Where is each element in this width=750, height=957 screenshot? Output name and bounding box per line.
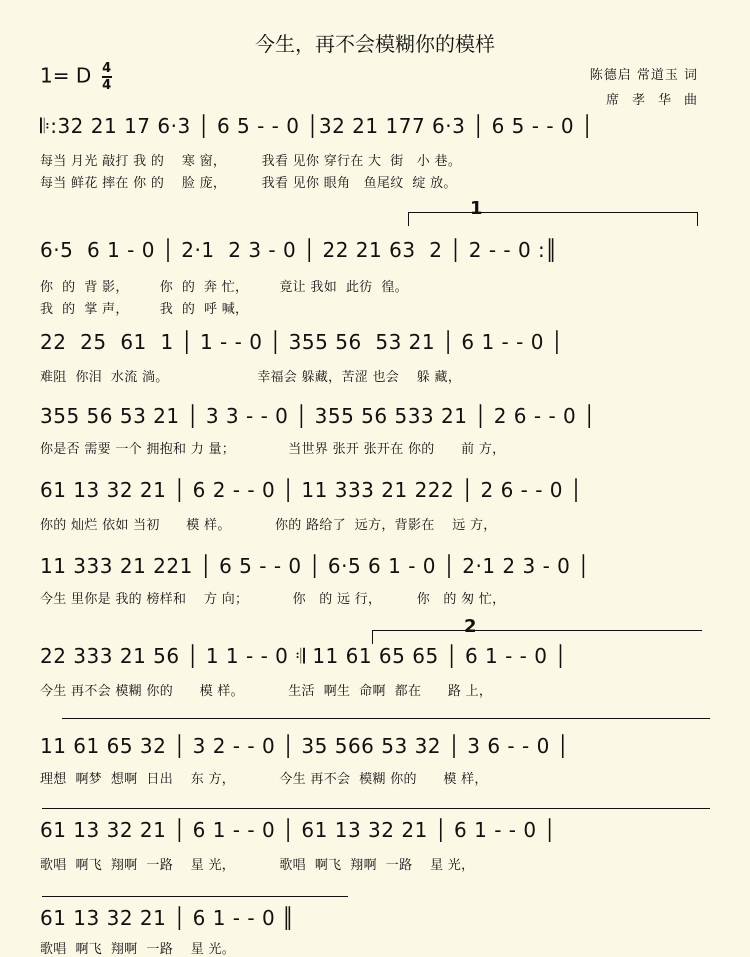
lyric-line-1a: 每当 月光 敲打 我 的 寒 窗， 我看 见你 穿行在 大 街 小 巷。 xyxy=(40,154,462,169)
lyric-line-6: 今生 里你是 我的 榜样和 方 向； 你 的 远 行， 你 的 匆 忙， xyxy=(40,592,506,607)
score-line-3: 22 25 61 1 │ 1 - - 0 │ 355 56 53 21 │ 6 1 - - 0 │ xyxy=(40,330,564,354)
section-rule-3 xyxy=(42,896,348,897)
score-line-7: 22 333 21 56 │ 1 1 - - 0 𝄇 11 61 65 65 │ 6 1 - - 0 │ xyxy=(40,644,567,668)
key-signature xyxy=(40,62,112,92)
lyric-line-4: 你是否 需要 一个 拥抱和 力 量； 当世界 张开 张开在 你的 前 方， xyxy=(40,442,506,457)
lyricist-credit: 陈德启 常道玉 词 xyxy=(589,68,698,83)
score-line-4: 355 56 53 21 │ 3 3 - - 0 │ 355 56 533 21 │ 2 6 - - 0 │ xyxy=(40,404,596,428)
composer-credit: 席孝华曲 xyxy=(605,93,710,108)
score-line-10: 61 13 32 21 │ 6 1 - - 0 ║ xyxy=(40,906,295,930)
score-line-1: 𝄆:32 21 17 6·3 │ 6 5 - - 0 │32 21 177 6·3 │ 6 5 - - 0 │ xyxy=(40,114,594,138)
lyric-line-2a: 你 的 背 影， 你 的 奔 忙， 竟让 我如 此彷 徨。 xyxy=(40,280,408,295)
time-bottom: 4 xyxy=(102,78,112,93)
volta-2-tick-left xyxy=(372,630,373,644)
section-rule-2 xyxy=(42,808,710,809)
volta-1-number: 1 xyxy=(470,198,483,219)
score-line-6: 11 333 21 221 │ 6 5 - - 0 │ 6·5 6 1 - 0 │ 2·1 2 3 - 0 │ xyxy=(40,554,590,578)
score-line-5: 61 13 32 21 │ 6 2 - - 0 │ 11 333 21 222 │ 2 6 - - 0 │ xyxy=(40,478,583,502)
lyric-line-9: 歌唱 啊飞 翔啊 一路 星 光， 歌唱 啊飞 翔啊 一路 星 光， xyxy=(40,858,475,873)
score-line-2: 6·5 6 1 - 0 │ 2·1 2 3 - 0 │ 22 21 63 2 │ 2 - - 0 :║ xyxy=(40,238,558,262)
key-label: 1= D xyxy=(40,63,92,88)
volta-1-tick-right xyxy=(697,212,698,226)
score-line-8: 11 61 65 32 │ 3 2 - - 0 │ 35 566 53 32 │ 3 6 - - 0 │ xyxy=(40,734,570,758)
lyric-line-1b: 每当 鲜花 摔在 你 的 脸 庞， 我看 见你 眼角 鱼尾纹 绽 放。 xyxy=(40,176,457,191)
lyric-line-10: 歌唱 啊飞 翔啊 一路 星 光。 xyxy=(40,942,236,957)
volta-1-tick-left xyxy=(408,212,409,226)
volta-2-number: 2 xyxy=(464,616,477,637)
time-signature xyxy=(102,62,112,92)
time-top: 4 xyxy=(102,61,112,76)
section-rule-1 xyxy=(62,718,710,719)
score-line-9: 61 13 32 21 │ 6 1 - - 0 │ 61 13 32 21 │ 6 1 - - 0 │ xyxy=(40,818,556,842)
lyric-line-5: 你的 灿烂 依如 当初 模 样。 你的 路给了 远方，背影在 远 方， xyxy=(40,518,497,533)
lyric-line-2b: 我 的 掌 声， 我 的 呼 喊， xyxy=(40,302,249,317)
volta-2-bracket xyxy=(372,630,702,631)
volta-1-bracket xyxy=(408,212,698,213)
lyric-line-3: 难阻 你泪 水流 淌。 幸福会 躲藏，苦涩 也会 躲 藏， xyxy=(40,370,462,385)
lyric-line-8: 理想 啊梦 想啊 日出 东 方， 今生 再不会 模糊 你的 模 样， xyxy=(40,772,488,787)
lyric-line-7: 今生 再不会 模糊 你的 模 样。 生活 啊生 命啊 都在 路 上， xyxy=(40,684,493,699)
song-title: 今生，再不会模糊你的模样 xyxy=(255,32,495,56)
